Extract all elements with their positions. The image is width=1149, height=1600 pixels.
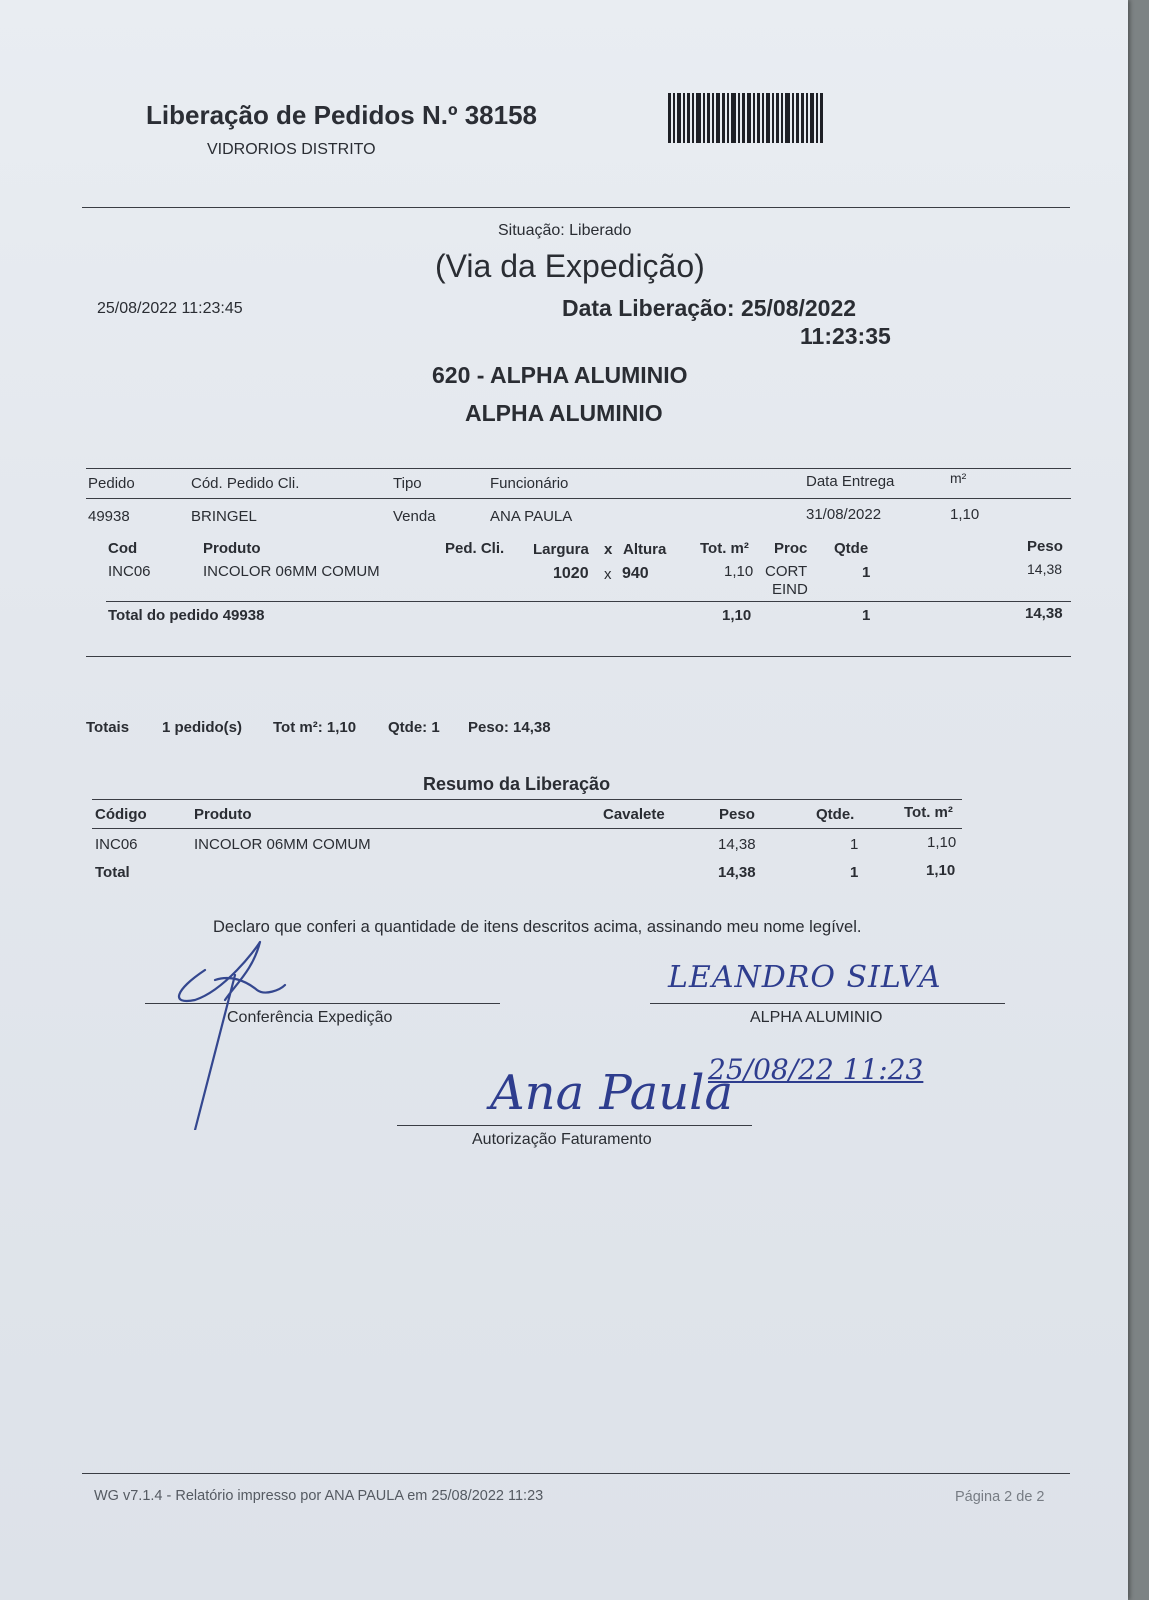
summary-total-tot-m2: 1,10	[926, 862, 956, 879]
via-title: (Via da Expedição)	[435, 248, 705, 284]
col-m2: m²	[950, 470, 967, 486]
totals-qtde: Qtde: 1	[388, 719, 440, 736]
summary-col-produto: Produto	[194, 806, 252, 823]
summary-col-peso: Peso	[719, 806, 755, 823]
client-code-name: 620 - ALPHA ALUMINIO	[432, 362, 688, 388]
order-cod-pedido-cli: BRINGEL	[191, 508, 257, 525]
item-cod: INC06	[108, 563, 151, 580]
order-table-bottom-rule	[86, 656, 1071, 657]
status-text: Situação: Liberado	[498, 222, 632, 239]
item-col-tot-m2: Tot. m²	[700, 540, 749, 557]
conferencia-signature-scribble	[165, 930, 305, 1130]
item-col-x: x	[604, 541, 613, 558]
item-col-altura: Altura	[623, 541, 667, 558]
totals-label: Totais	[86, 719, 130, 736]
order-data-entrega: 31/08/2022	[806, 506, 882, 523]
order-total-qtde: 1	[862, 607, 871, 624]
footer-rule	[82, 1473, 1070, 1474]
document-title: Liberação de Pedidos N.º 38158	[146, 100, 537, 130]
col-funcionario: Funcionário	[490, 475, 569, 492]
order-tipo: Venda	[393, 508, 436, 525]
summary-total-label: Total	[95, 864, 130, 881]
handwritten-datetime: 25/08/22 11:23	[708, 1053, 924, 1086]
item-proc-2: EIND	[772, 581, 808, 598]
totals-pedidos: 1 pedido(s)	[162, 719, 243, 736]
summary-peso: 14,38	[718, 836, 756, 853]
release-date: Data Liberação: 25/08/2022	[562, 295, 857, 321]
conferencia-label: Conferência Expedição	[227, 1009, 393, 1026]
handwritten-autorizacao-signature: Ana Paula	[490, 1065, 734, 1121]
item-col-cod: Cod	[108, 540, 138, 557]
autorizacao-label: Autorização Faturamento	[472, 1131, 652, 1148]
col-tipo: Tipo	[393, 475, 422, 492]
summary-produto: INCOLOR 06MM COMUM	[194, 836, 371, 853]
summary-col-tot-m2: Tot. m²	[904, 804, 953, 821]
order-funcionario: ANA PAULA	[490, 508, 573, 525]
order-total-label: Total do pedido 49938	[108, 607, 265, 624]
client-name: ALPHA ALUMINIO	[465, 400, 663, 426]
handwritten-client-name: LEANDRO SILVA	[668, 960, 942, 995]
item-col-ped-cli: Ped. Cli.	[445, 540, 505, 557]
footer-page-number: Página 2 de 2	[955, 1489, 1045, 1505]
item-largura: 1020	[553, 565, 589, 582]
col-pedido: Pedido	[88, 475, 135, 492]
summary-tot-m2: 1,10	[927, 834, 957, 851]
item-col-proc: Proc	[774, 540, 808, 557]
item-produto: INCOLOR 06MM COMUM	[203, 563, 380, 580]
item-altura: 940	[622, 565, 649, 582]
summary-codigo: INC06	[95, 836, 138, 853]
summary-col-cavalete: Cavalete	[603, 806, 665, 823]
summary-qtde: 1	[850, 836, 859, 853]
client-signature-line	[650, 1003, 1005, 1004]
item-total-rule	[106, 601, 1071, 602]
item-tot-m2: 1,10	[724, 563, 754, 580]
declaration-text: Declaro que conferi a quantidade de itens descritos acima, assinando meu nome legível.	[213, 918, 862, 936]
summary-col-codigo: Código	[95, 806, 147, 823]
header-divider	[82, 207, 1070, 208]
totals-peso: Peso: 14,38	[468, 719, 551, 736]
autorizacao-signature-line	[397, 1125, 752, 1126]
order-pedido: 49938	[88, 508, 130, 525]
item-qtde: 1	[862, 564, 871, 581]
order-m2: 1,10	[950, 506, 980, 523]
item-x: x	[604, 566, 612, 583]
item-peso: 14,38	[1027, 561, 1063, 577]
order-table-top-rule	[86, 468, 1071, 469]
col-data-entrega: Data Entrega	[806, 473, 895, 490]
item-col-qtde: Qtde	[834, 540, 869, 557]
summary-header-rule	[92, 828, 962, 829]
summary-title: Resumo da Liberação	[423, 774, 611, 794]
footer-printed-by: WG v7.1.4 - Relatório impresso por ANA PAULA em 25/08/2022 11:23	[94, 1488, 544, 1504]
summary-col-qtde: Qtde.	[816, 806, 855, 823]
release-time: 11:23:35	[800, 323, 891, 349]
client-signature-label: ALPHA ALUMINIO	[750, 1009, 883, 1026]
summary-total-peso: 14,38	[718, 864, 756, 881]
item-col-produto: Produto	[203, 540, 261, 557]
order-total-m2: 1,10	[722, 607, 752, 624]
barcode	[668, 93, 825, 143]
order-header-rule	[86, 498, 1071, 499]
col-cod-pedido-cli: Cód. Pedido Cli.	[191, 475, 300, 492]
printed-datetime: 25/08/2022 11:23:45	[97, 300, 243, 317]
item-proc-1: CORT	[765, 563, 808, 580]
item-col-peso: Peso	[1027, 538, 1063, 555]
totals-m2: Tot m²: 1,10	[273, 719, 357, 736]
summary-top-rule	[92, 799, 962, 800]
company-name: VIDRORIOS DISTRITO	[207, 141, 376, 158]
item-col-largura: Largura	[533, 541, 589, 558]
summary-total-qtde: 1	[850, 864, 859, 881]
order-total-peso: 14,38	[1025, 605, 1063, 622]
